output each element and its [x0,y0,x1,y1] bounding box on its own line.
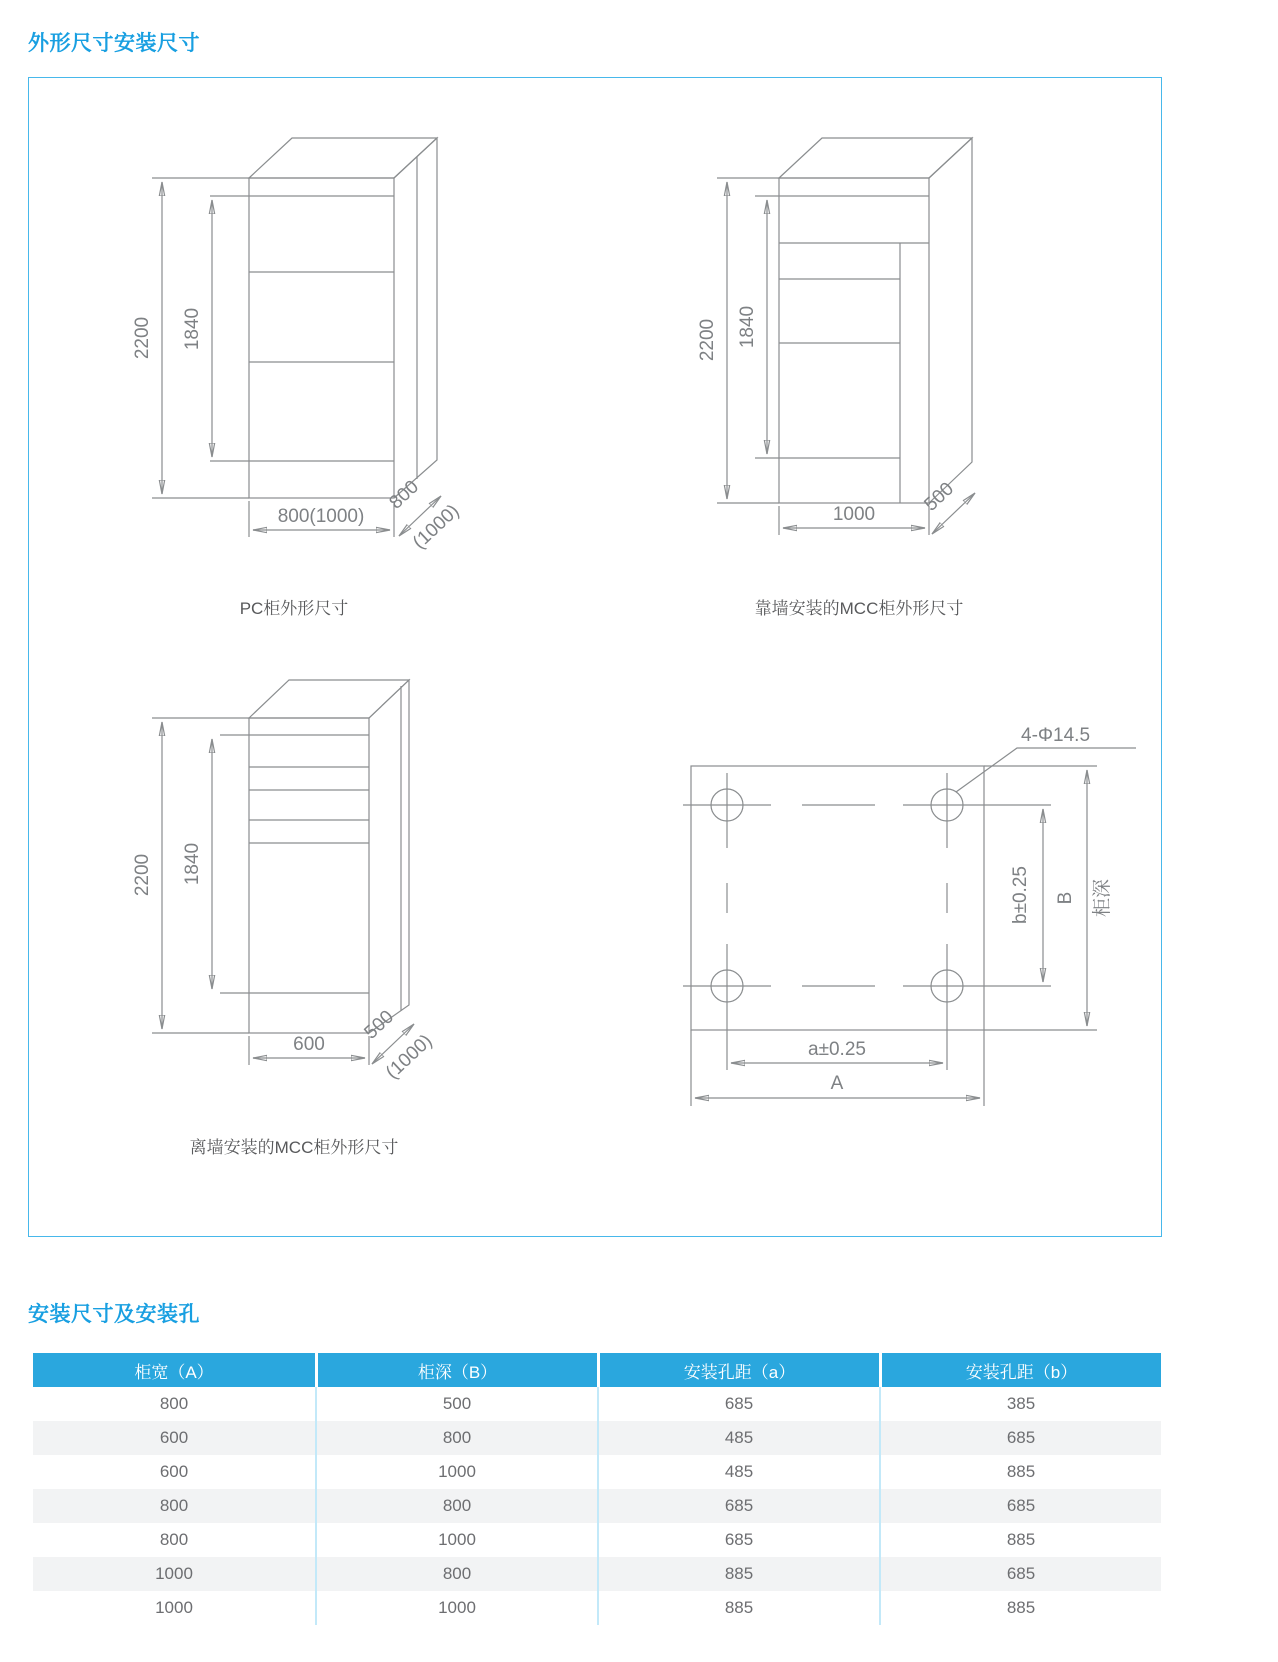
table-row [33,1455,1161,1489]
table-cell: 885 [597,1591,879,1625]
table-cell: 800 [33,1489,315,1523]
table-cell: 600 [33,1455,315,1489]
holes-diameter-label: 4-Φ14.5 [1021,725,1091,746]
table-cell: 1000 [315,1523,597,1557]
column-header: 安装孔距（a） [597,1353,879,1387]
table-cell: 1000 [33,1557,315,1591]
table-cell: 685 [879,1557,1161,1591]
dim-label-B: B [1055,891,1076,905]
dimension-lines [152,178,441,537]
table-cell: 885 [879,1523,1161,1557]
dimension-lines [717,178,975,535]
table-row [33,1523,1161,1557]
section-title-outline: 外形尺寸安装尺寸 [28,32,200,55]
dimension-lines [152,718,414,1065]
table-row [33,1489,1161,1523]
figure-mcc-wall-cabinet [689,113,1029,619]
table-header-row [33,1353,1161,1387]
table-cell: 885 [597,1557,879,1591]
cabinet-outline [210,138,437,498]
dim-label-height: 2200 [132,853,153,897]
table-row [33,1591,1161,1625]
spec-table [33,1353,1161,1625]
dim-label-inner-height: 1840 [182,307,203,351]
table-body [33,1387,1161,1625]
table-cell: 485 [597,1421,879,1455]
dim-label-depth-alt: (1000) [382,1030,437,1084]
table-cell: 885 [879,1455,1161,1489]
dim-label-depth: 500 [360,1006,399,1044]
section-title-mounting: 安装尺寸及安装孔 [28,1303,200,1326]
table-cell: 685 [597,1387,879,1421]
mcc-free-cabinet-drawing [124,653,464,1098]
dim-label-inner-height: 1840 [737,305,758,349]
table-row [33,1421,1161,1455]
dim-label-a-tolerance: a±0.25 [808,1039,866,1060]
cabinet-outline [755,138,972,503]
dim-label-height: 2200 [697,318,718,362]
cabinet-outline [220,680,409,1033]
table-cell: 800 [33,1523,315,1557]
table-cell: 1000 [33,1591,315,1625]
dim-label-width: 1000 [832,504,876,525]
dim-label-depth-alt: (1000) [409,500,464,553]
figure-mcc-free-cabinet [124,653,464,1158]
dim-label-b-tolerance: b±0.25 [1010,866,1031,924]
table-cell: 385 [879,1387,1161,1421]
table-cell: 685 [597,1489,879,1523]
figure-caption: PC柜外形尺寸 [239,599,349,618]
table-cell: 1000 [315,1591,597,1625]
table-cell: 800 [33,1387,315,1421]
column-header: 柜宽（A） [33,1353,315,1387]
mcc-wall-cabinet-drawing [689,113,1029,553]
table-cell: 800 [315,1557,597,1591]
table-cell: 1000 [315,1455,597,1489]
table-cell: 800 [315,1489,597,1523]
figure-caption: 靠墙安装的MCC柜外形尺寸 [754,599,964,618]
column-header: 安装孔距（b） [879,1353,1161,1387]
figure-caption: 离墙安装的MCC柜外形尺寸 [189,1138,399,1157]
table-cell: 685 [879,1421,1161,1455]
table-cell: 500 [315,1387,597,1421]
dim-label-A: A [830,1073,844,1094]
dimension-diagrams-panel [28,77,1162,1237]
figure-mounting-holes [619,678,1149,1113]
table-row [33,1387,1161,1421]
dim-label-width: 600 [293,1034,325,1055]
dimension-lines [691,748,1136,1106]
table-cell: 685 [597,1523,879,1557]
mounting-holes-drawing [619,678,1149,1108]
table-cell: 685 [879,1489,1161,1523]
table-row [33,1557,1161,1591]
table-cell: 800 [315,1421,597,1455]
table-cell: 600 [33,1421,315,1455]
column-header: 柜深（B） [315,1353,597,1387]
cabinet-depth-label: 柜深 [1092,878,1113,918]
pc-cabinet-drawing [124,113,464,553]
dim-label-depth: 800 [385,476,424,514]
dim-label-height: 2200 [132,316,153,360]
figure-pc-cabinet [124,113,464,619]
dim-label-width: 800(1000) [277,506,365,527]
table-cell: 885 [879,1591,1161,1625]
dim-label-depth: 500 [920,478,959,516]
table-cell: 485 [597,1455,879,1489]
base-plate-outline [683,766,1051,1070]
dim-label-inner-height: 1840 [182,842,203,886]
